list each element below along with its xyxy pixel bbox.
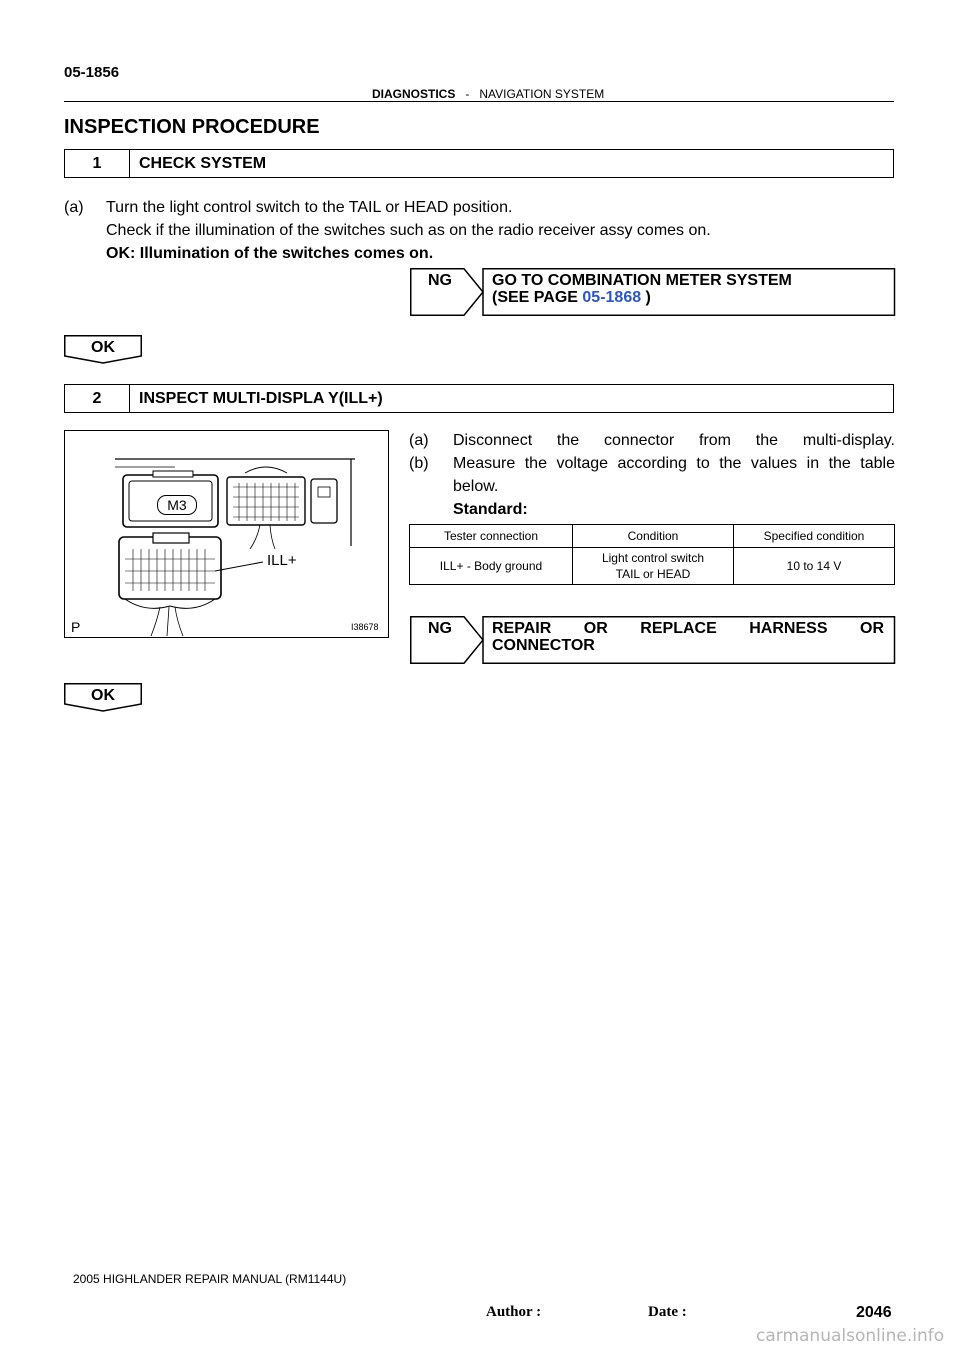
table-row	[410, 548, 895, 585]
cell-specified-condition: 10 to 14 V	[734, 548, 895, 585]
cell-tester-connection: ILL+ - Body ground	[410, 548, 573, 585]
spec-table-header-row	[410, 525, 895, 548]
figure-corner-label: P	[71, 619, 81, 635]
subsection-name: NAVIGATION SYSTEM	[479, 87, 605, 101]
cell-condition	[573, 548, 734, 585]
step-1-ng-line2	[492, 289, 884, 306]
section-name: DIAGNOSTICS	[372, 87, 456, 101]
step-2-ng-action	[492, 620, 884, 654]
step-2-item-b-line2: below.	[453, 478, 499, 495]
date-label: Date :	[648, 1304, 687, 1320]
running-header	[372, 87, 604, 101]
see-page-prefix: (SEE PAGE	[492, 289, 583, 306]
step-1-ng-result	[410, 268, 894, 316]
see-page-suffix: )	[641, 289, 651, 306]
page-number: 05-1856	[64, 64, 120, 81]
step-2-ok-label: OK	[91, 687, 115, 704]
connector-illustration	[65, 431, 390, 639]
step-2-ng-result	[410, 616, 894, 664]
pin-label-ill: ILL+	[267, 552, 297, 569]
cell-condition-line1: Light control switch	[601, 551, 705, 565]
col-header-condition: Condition	[573, 525, 734, 548]
step-1-ng-action	[492, 272, 884, 306]
step-1-ok-label: OK	[91, 339, 115, 356]
step-2-item-a-text: Disconnect the connector from the multi-display.	[453, 432, 895, 449]
standard-label: Standard:	[453, 501, 528, 518]
connector-figure	[64, 430, 389, 638]
step-1-title: CHECK SYSTEM	[139, 154, 267, 172]
col-header-tester: Tester connection	[410, 525, 573, 548]
step-2-ng-label: NG	[428, 620, 452, 637]
header-separator: -	[465, 87, 470, 101]
step-2-title: INSPECT MULTI-DISPLA Y(ILL+)	[139, 389, 383, 407]
step-1-number: 1	[65, 150, 130, 177]
step-1-ok-badge	[64, 335, 142, 361]
connector-label-m3: M3	[157, 495, 197, 515]
header-rule	[64, 101, 894, 102]
step-1-ok-condition: OK: Illumination of the switches comes on.	[106, 245, 434, 262]
step-2-ng-line2: CONNECTOR	[492, 637, 595, 654]
footer-page-number: 2046	[856, 1304, 892, 1321]
step-2-ng-line1: REPAIR OR REPLACE HARNESS OR	[492, 620, 884, 637]
step-2-item-a-label: (a)	[409, 432, 429, 449]
cell-condition-line2: TAIL or HEAD	[615, 567, 691, 581]
figure-id: I38678	[351, 622, 379, 632]
step-2-number: 2	[65, 385, 130, 412]
col-header-specified: Specified condition	[734, 525, 895, 548]
step-1-item-a-line2: Check if the illumination of the switches such as on the radio receiver assy comes on.	[106, 222, 711, 239]
step-2-header	[64, 384, 894, 413]
author-label: Author :	[486, 1304, 542, 1320]
step-1-item-a-label: (a)	[64, 199, 84, 216]
step-2-item-b-label: (b)	[409, 455, 429, 472]
step-1-header	[64, 149, 894, 178]
step-1-item-a-text: Turn the light control switch to the TAIL or HEAD position.	[106, 199, 513, 216]
step-1-ng-label: NG	[428, 272, 452, 289]
watermark: carmanualsonline.info	[756, 1326, 945, 1346]
step-1-ng-line1: GO TO COMBINATION METER SYSTEM	[492, 272, 792, 289]
manual-title: 2005 HIGHLANDER REPAIR MANUAL (RM1144U)	[73, 1272, 347, 1286]
page-link-05-1868[interactable]: 05-1868	[582, 289, 642, 306]
step-2-item-b-text: Measure the voltage according to the values in the table	[453, 455, 895, 472]
step-2-ok-badge	[64, 683, 142, 709]
page-title: INSPECTION PROCEDURE	[64, 116, 320, 138]
spec-table	[409, 524, 895, 585]
